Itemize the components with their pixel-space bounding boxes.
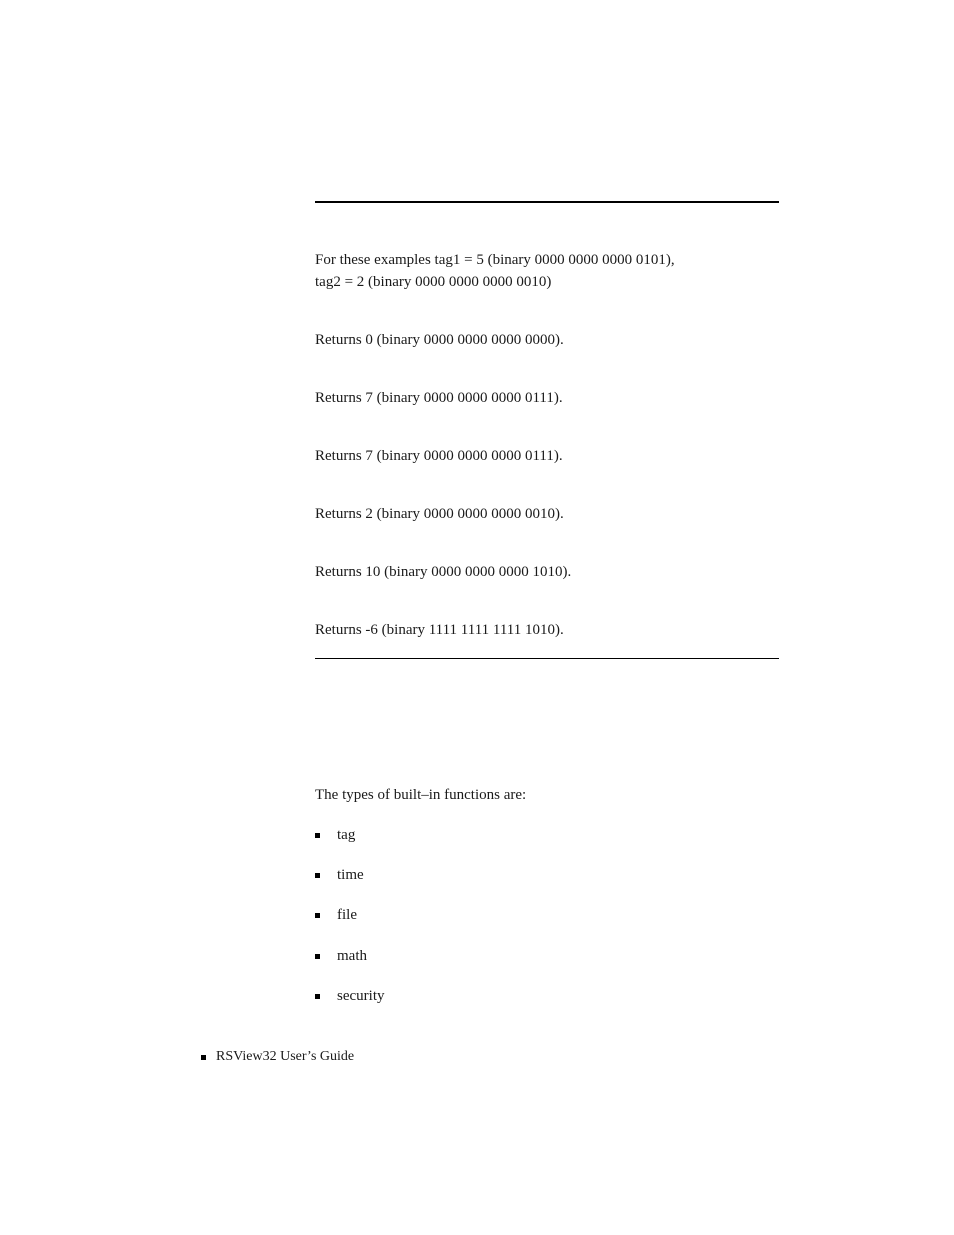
intro-line-1: For these examples tag1 = 5 (binary 0000 0000 0000 0101), [315, 252, 675, 268]
list-item-label: file [337, 907, 357, 923]
result-line: Returns 2 (binary 0000 0000 0000 0010). [315, 506, 564, 522]
page-footer [201, 1046, 354, 1068]
list-item-label: security [337, 988, 385, 1004]
list-item-label: time [337, 867, 364, 883]
list-item [315, 945, 367, 967]
functions-intro: The types of built–in functions are: [315, 787, 527, 803]
result-line: Returns 7 (binary 0000 0000 0000 0111). [315, 390, 563, 406]
top-divider [315, 201, 779, 203]
intro-line-2: tag2 = 2 (binary 0000 0000 0000 0010) [315, 274, 552, 290]
list-item-label: math [337, 948, 367, 964]
footer-text: RSView32 User’s Guide [216, 1049, 355, 1064]
bullet-icon [315, 994, 320, 999]
bullet-icon [315, 873, 320, 878]
bottom-divider [315, 658, 779, 659]
bullet-icon [315, 833, 320, 838]
result-line: Returns 10 (binary 0000 0000 0000 1010). [315, 564, 572, 580]
list-item [315, 904, 357, 926]
list-item-label: tag [337, 827, 356, 843]
list-item [315, 985, 384, 1007]
list-item [315, 824, 355, 846]
result-line: Returns -6 (binary 1111 1111 1111 1010). [315, 622, 564, 638]
result-line: Returns 7 (binary 0000 0000 0000 0111). [315, 448, 563, 464]
bullet-icon [315, 954, 320, 959]
footer-bullet-icon [201, 1055, 206, 1060]
list-item [315, 864, 364, 886]
result-line: Returns 0 (binary 0000 0000 0000 0000). [315, 332, 564, 348]
bullet-icon [315, 913, 320, 918]
